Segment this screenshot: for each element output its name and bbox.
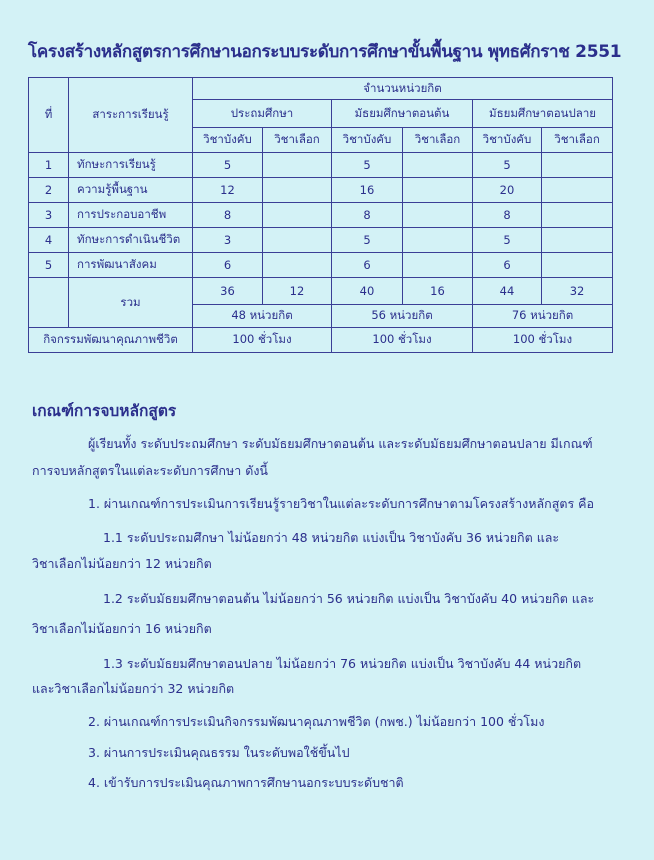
row-no: 5	[29, 253, 69, 278]
header-level-primary: ประถมศึกษา	[193, 100, 332, 128]
credit-cell	[263, 228, 332, 253]
header-subtype: วิชาบังคับ	[473, 128, 542, 153]
level-total: 76 หน่วยกิต	[473, 305, 613, 328]
credit-cell	[542, 228, 613, 253]
level-total: 48 หน่วยกิต	[193, 305, 332, 328]
criteria-line: วิชาเลือกไม่น้อยกว่า 16 หน่วยกิต	[32, 621, 212, 636]
row-no: 3	[29, 203, 69, 228]
activity-hours: 100 ชั่วโมง	[332, 328, 473, 353]
curriculum-structure-table	[28, 77, 613, 353]
credit-cell	[542, 203, 613, 228]
criteria-line: ผู้เรียนทั้ง ระดับประถมศึกษา ระดับมัธยมศึกษาตอนต้น และระดับมัธยมศึกษาตอนปลาย มีเกณฑ์	[88, 436, 593, 451]
row-no: 2	[29, 178, 69, 203]
row-subject: ทักษะการดำเนินชีวิต	[69, 228, 193, 253]
activity-label: กิจกรรมพัฒนาคุณภาพชีวิต	[29, 328, 193, 353]
credit-cell: 5	[332, 228, 403, 253]
criteria-line: 4. เข้ารับการประเมินคุณภาพการศึกษานอกระบบระดับชาติ	[88, 775, 404, 790]
credit-cell: 5	[332, 153, 403, 178]
credit-cell	[542, 253, 613, 278]
criteria-line: 1.1 ระดับประถมศึกษา ไม่น้อยกว่า 48 หน่วยกิต แบ่งเป็น วิชาบังคับ 36 หน่วยกิต และ	[103, 530, 560, 545]
credit-cell: 8	[473, 203, 542, 228]
table-row	[29, 178, 613, 203]
row-subject: ความรู้พื้นฐาน	[69, 178, 193, 203]
row-subject: การประกอบอาชีพ	[69, 203, 193, 228]
criteria-line: 3. ผ่านการประเมินคุณธรรม ในระดับพอใช้ขึ้นไป	[88, 745, 350, 760]
criteria-line: 1. ผ่านเกณฑ์การประเมินการเรียนรู้รายวิชาในแต่ละระดับการศึกษาตามโครงสร้างหลักสูตร คือ	[88, 496, 595, 511]
criteria-line: การจบหลักสูตรในแต่ละระดับการศึกษา ดังนี้	[32, 463, 268, 478]
total-cell: 40	[332, 278, 403, 305]
credit-cell	[542, 153, 613, 178]
header-level-lower-secondary: มัธยมศึกษาตอนต้น	[332, 100, 473, 128]
credit-cell	[403, 228, 473, 253]
credit-cell	[263, 178, 332, 203]
total-cell: 12	[263, 278, 332, 305]
header-subtype: วิชาบังคับ	[193, 128, 263, 153]
header-subject: สาระการเรียนรู้	[69, 78, 193, 153]
credit-cell: 6	[193, 253, 263, 278]
credit-cell: 5	[473, 153, 542, 178]
table-row	[29, 253, 613, 278]
credit-cell	[263, 203, 332, 228]
table-row	[29, 203, 613, 228]
total-label: รวม	[69, 278, 193, 328]
table-row	[29, 228, 613, 253]
credit-cell: 20	[473, 178, 542, 203]
total-cell: 36	[193, 278, 263, 305]
row-no: 4	[29, 228, 69, 253]
row-no: 1	[29, 153, 69, 178]
credit-cell: 5	[473, 228, 542, 253]
total-cell: 32	[542, 278, 613, 305]
credit-cell: 16	[332, 178, 403, 203]
credit-cell: 6	[473, 253, 542, 278]
criteria-heading: เกณฑ์การจบหลักสูตร	[32, 402, 177, 420]
credit-cell	[403, 178, 473, 203]
activity-hours: 100 ชั่วโมง	[473, 328, 613, 353]
header-credits: จำนวนหน่วยกิต	[193, 78, 613, 100]
total-cell: 16	[403, 278, 473, 305]
criteria-line: และวิชาเลือกไม่น้อยกว่า 32 หน่วยกิต	[32, 681, 235, 696]
activity-hours: 100 ชั่วโมง	[193, 328, 332, 353]
level-total: 56 หน่วยกิต	[332, 305, 473, 328]
credit-cell: 3	[193, 228, 263, 253]
document-title: โครงสร้างหลักสูตรการศึกษานอกระบบระดับการศึกษาขั้นพื้นฐาน พุทธศักราช 2551	[28, 42, 622, 62]
credit-cell	[263, 153, 332, 178]
credit-cell: 8	[193, 203, 263, 228]
criteria-line: 1.3 ระดับมัธยมศึกษาตอนปลาย ไม่น้อยกว่า 76 หน่วยกิต แบ่งเป็น วิชาบังคับ 44 หน่วยกิต	[103, 656, 582, 671]
criteria-line: 2. ผ่านเกณฑ์การประเมินกิจกรรมพัฒนาคุณภาพชีวิต (กพช.) ไม่น้อยกว่า 100 ชั่วโมง	[88, 714, 545, 729]
table-row	[29, 153, 613, 178]
credit-cell: 6	[332, 253, 403, 278]
header-subtype: วิชาเลือก	[542, 128, 613, 153]
header-subtype: วิชาเลือก	[263, 128, 332, 153]
total-cell: 44	[473, 278, 542, 305]
header-subtype: วิชาเลือก	[403, 128, 473, 153]
criteria-line: 1.2 ระดับมัธยมศึกษาตอนต้น ไม่น้อยกว่า 56 หน่วยกิต แบ่งเป็น วิชาบังคับ 40 หน่วยกิต และ	[103, 591, 595, 606]
header-subtype: วิชาบังคับ	[332, 128, 403, 153]
credit-cell: 5	[193, 153, 263, 178]
criteria-line: วิชาเลือกไม่น้อยกว่า 12 หน่วยกิต	[32, 556, 212, 571]
row-subject: ทักษะการเรียนรู้	[69, 153, 193, 178]
credit-cell	[542, 178, 613, 203]
header-no: ที่	[29, 78, 69, 153]
header-level-upper-secondary: มัธยมศึกษาตอนปลาย	[473, 100, 613, 128]
credit-cell: 12	[193, 178, 263, 203]
credit-cell	[263, 253, 332, 278]
credit-cell: 8	[332, 203, 403, 228]
credit-cell	[403, 203, 473, 228]
credit-cell	[403, 253, 473, 278]
total-no-cell	[29, 278, 69, 328]
credit-cell	[403, 153, 473, 178]
row-subject: การพัฒนาสังคม	[69, 253, 193, 278]
